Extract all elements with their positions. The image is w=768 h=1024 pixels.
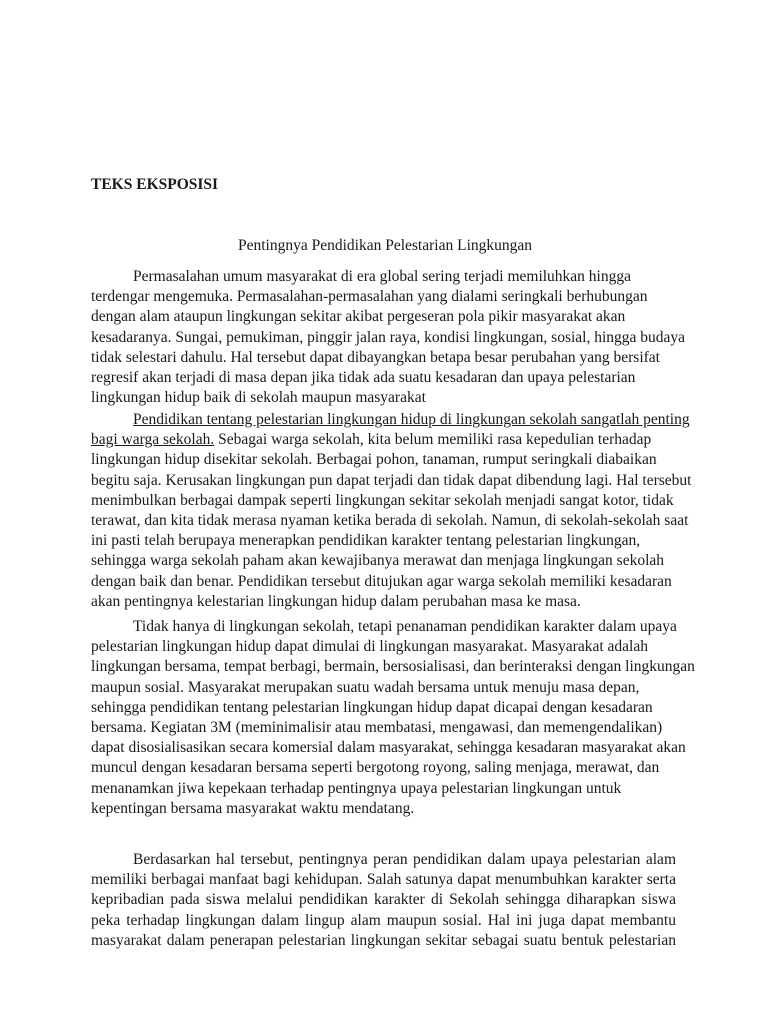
paragraph-line: terdengar mengemuka. Permasalahan-permasalahan yang dialami seringkali berhubungan: [91, 288, 648, 306]
paragraph-line: tidak selestari dahulu. Hal tersebut dapat dibayangkan betapa besar perubahan yang bersifat: [91, 348, 660, 366]
paragraph-line: menanamkan jiwa kepekaan terhadap pentingnya upaya pelestarian lingkungan untuk: [91, 779, 622, 797]
paragraph-line: kepentingan bersama masyarakat waktu mendatang.: [91, 799, 415, 817]
paragraph-line: sehingga pendidikan tentang pelestarian lingkungan hidup dapat dicapai dengan kesadaran: [91, 698, 653, 716]
paragraph-line: dengan alam ataupun lingkungan sekitar akibat pergeseran pola pikir masyarakat akan: [91, 308, 626, 326]
paragraph-line: masyarakat dalam penerapan pelestarian lingkungan sekitar sebagai suatu bentuk pelestarian: [91, 931, 676, 949]
paragraph-1: [91, 267, 686, 408]
underlined-text: bagi warga sekolah.: [91, 431, 215, 449]
paragraph-line: [91, 410, 690, 430]
document-title: TEKS EKSPOSISI: [91, 176, 219, 193]
paragraph-line: kesadaranya. Sungai, pemukiman, pinggir jalan raya, kondisi lingkungan, sosial, hingga budaya: [91, 328, 686, 346]
paragraph-line: peka terhadap lingkungan dalam lingup alam maupun sosial. Hal ini juga dapat membantu: [91, 911, 676, 929]
paragraph-line: dapat disosialisasikan secara komersial dalam masyarakat, sehingga kesadaran masyarakat akan: [91, 739, 686, 757]
underlined-text: Pendidikan tentang pelestarian lingkungan hidup di lingkungan sekolah sangatlah penting: [133, 411, 690, 428]
paragraph-line: kepribadian pada siswa melalui pendidikan karakter di Sekolah sehingga diharapkan siswa: [91, 891, 676, 909]
paragraph-line: lingkungan hidup disekitar sekolah. Berbagai pohon, tanaman, rumput seringkali diabaikan: [91, 451, 657, 469]
paragraph-line: sehingga warga sekolah paham akan kewajibanya merawat dan menjaga lingkungan sekolah: [91, 552, 665, 570]
paragraph-3: [91, 617, 695, 819]
paragraph-2: [91, 410, 692, 612]
paragraph-line: Berdasarkan hal tersebut, pentingnya peran pendidikan dalam upaya pelestarian alam: [133, 851, 676, 868]
paragraph-line: Permasalahan umum masyarakat di era global sering terjadi memiluhkan hingga: [133, 268, 631, 285]
paragraph-line: regresif akan terjadi di masa depan jika tidak ada suatu kesadaran dan upaya pelestarian: [91, 368, 636, 386]
paragraph-line: lingkungan hidup baik di sekolah maupun masyarakat: [91, 389, 426, 407]
paragraph-line: muncul dengan kesadaran bersama seperti bergotong royong, saling menjaga, merawat, dan: [91, 759, 660, 777]
paragraph-line: pelestarian lingkungan hidup dapat dimulai di lingkungan masyarakat. Masyarakat adalah: [91, 638, 648, 656]
paragraph-line: maupun sosial. Masyarakat merupakan suatu wadah bersama untuk menuju masa depan,: [91, 678, 640, 696]
paragraph-4: [91, 850, 676, 951]
paragraph-line: akan pentingnya kelestarian lingkungan hidup dalam perubahan masa ke masa.: [91, 592, 581, 610]
paragraph-line: begitu saja. Kerusakan lingkungan pun dapat terjadi dan tidak dapat dibendung lagi. Hal tersebut: [91, 471, 692, 489]
paragraph-line: ini pasti telah berupaya menerapkan pendidikan karakter tentang pelestarian lingkungan,: [91, 532, 641, 550]
paragraph-line: Tidak hanya di lingkungan sekolah, tetapi penanaman pendidikan karakter dalam upaya: [133, 618, 677, 635]
paragraph-line: terawat, dan kita tidak merasa nyaman ketika berada di sekolah. Namun, di sekolah-sekolah saat: [91, 511, 689, 529]
paragraph-text: Sebagai warga sekolah, kita belum memiliki rasa kepedulian terhadap: [214, 431, 652, 449]
paragraph-line: lingkungan bersama, tempat berbagi, bermain, bersosialisasi, dan berinteraksi dengan lingkungan: [91, 658, 695, 676]
paragraph-line: menimbulkan berbagai dampak seperti lingkungan sekitar sekolah menjadi sangat kotor, tidak: [91, 491, 674, 509]
paragraph-line: memiliki berbagai manfaat bagi kehidupan. Salah satunya dapat menumbuhkan karakter serta: [91, 871, 676, 889]
paragraph-line: dengan baik dan benar. Pendidikan tersebut ditujukan agar warga sekolah memiliki kesadaran: [91, 572, 672, 590]
document-subtitle: Pentingnya Pendidikan Pelestarian Lingkungan: [237, 237, 532, 254]
paragraph-line: bersama. Kegiatan 3M (meminimalisir atau membatasi, mengawasi, dan memengendalikan): [91, 718, 663, 736]
paragraph-line: [91, 430, 676, 450]
